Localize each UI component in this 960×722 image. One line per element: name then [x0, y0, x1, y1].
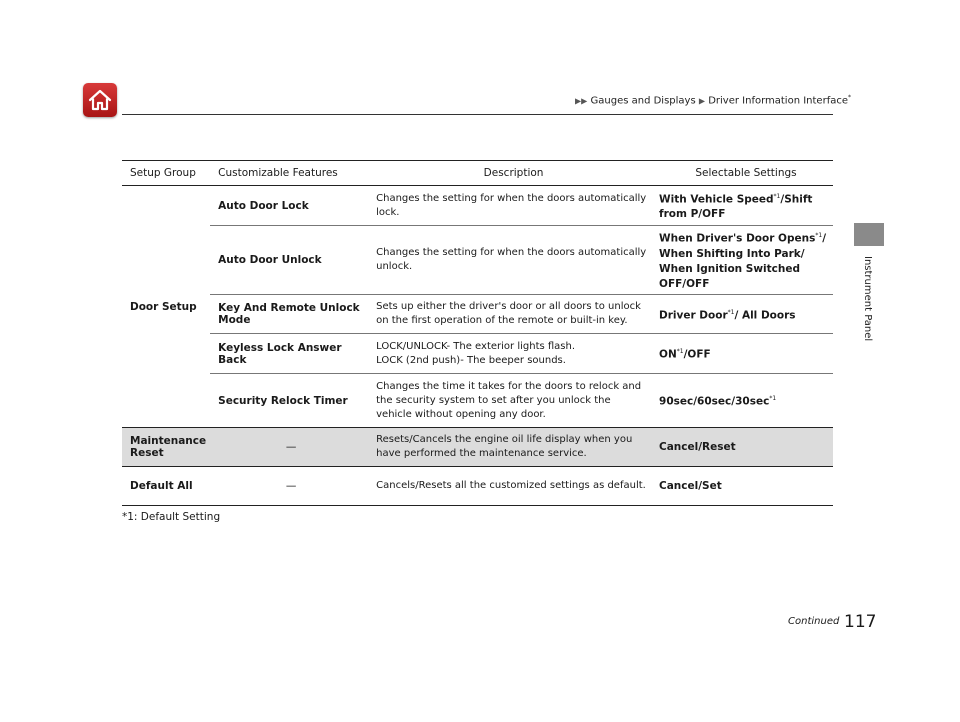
setup-group-door: Door Setup — [122, 186, 210, 428]
column-header: Setup Group — [122, 161, 210, 186]
table-row — [122, 374, 833, 428]
feature-name: Auto Door Lock — [210, 186, 368, 226]
home-button[interactable] — [83, 83, 117, 117]
selectable-settings: Cancel/Reset — [651, 428, 833, 467]
table-row — [122, 186, 833, 226]
table-header-row — [122, 161, 833, 186]
breadcrumb-arrow-icon: ▶▶ — [575, 96, 588, 106]
setup-group-maintenance: Maintenance Reset — [122, 428, 210, 467]
footnote: *1: Default Setting — [122, 511, 221, 523]
feature-name: Auto Door Unlock — [210, 226, 368, 295]
selectable-settings: With Vehicle Speed$^{*1}$/Shift from P/OFF — [651, 186, 833, 226]
breadcrumb — [575, 94, 851, 106]
table-row — [122, 226, 833, 295]
continued-label: Continued — [788, 616, 840, 627]
page-number: 117 — [844, 612, 877, 632]
table-row — [122, 334, 833, 374]
selectable-settings: Driver Door$^{*1}$/ All Doors — [651, 295, 833, 334]
column-header: Customizable Features — [210, 161, 368, 186]
home-icon — [87, 88, 113, 112]
header-rule — [122, 114, 833, 115]
selectable-settings: ON$^{*1}$/OFF — [651, 334, 833, 374]
feature-description: Changes the time it takes for the doors to relock and the security system to set after you unlock the vehicle without opening any door. — [368, 374, 651, 428]
selectable-settings: When Driver's Door Opens$^{*1}$/ When Shifting Into Park/ When Ignition Switched OFF/OFF — [651, 226, 833, 295]
breadcrumb-sup: * — [848, 94, 851, 101]
feature-description: Changes the setting for when the doors automatically lock. — [368, 186, 651, 226]
column-header: Selectable Settings — [651, 161, 833, 186]
selectable-settings: Cancel/Set — [651, 467, 833, 506]
feature-name: Key And Remote Unlock Mode — [210, 295, 368, 334]
breadcrumb-link-driver-info[interactable]: Driver Information Interface — [708, 95, 848, 107]
feature-description: Cancels/Resets all the customized settings as default. — [368, 467, 651, 506]
selectable-settings: $90\sec/60\sec/30\sec^{*1}$ — [651, 374, 833, 428]
breadcrumb-arrow-icon: ▶ — [698, 96, 706, 106]
table-row — [122, 467, 833, 506]
feature-description: Resets/Cancels the engine oil life display when you have performed the maintenance service. — [368, 428, 651, 467]
table-row — [122, 428, 833, 467]
section-tab[interactable] — [854, 223, 884, 246]
table-row — [122, 295, 833, 334]
feature-name: Security Relock Timer — [210, 374, 368, 428]
breadcrumb-link-gauges[interactable]: Gauges and Displays — [590, 95, 696, 107]
feature-description: Changes the setting for when the doors automatically unlock. — [368, 226, 651, 295]
feature-name: — — [210, 428, 368, 467]
column-header: Description — [368, 161, 651, 186]
feature-name: Keyless Lock Answer Back — [210, 334, 368, 374]
section-label: Instrument Panel — [862, 256, 873, 342]
feature-description: Sets up either the driver's door or all doors to unlock on the first operation of the remote or built-in key. — [368, 295, 651, 334]
setup-group-default-all: Default All — [122, 467, 210, 506]
customization-table — [122, 160, 833, 506]
feature-description: LOCK/UNLOCK- The exterior lights flash. LOCK (2nd push)- The beeper sounds. — [368, 334, 651, 374]
feature-name: — — [210, 467, 368, 506]
